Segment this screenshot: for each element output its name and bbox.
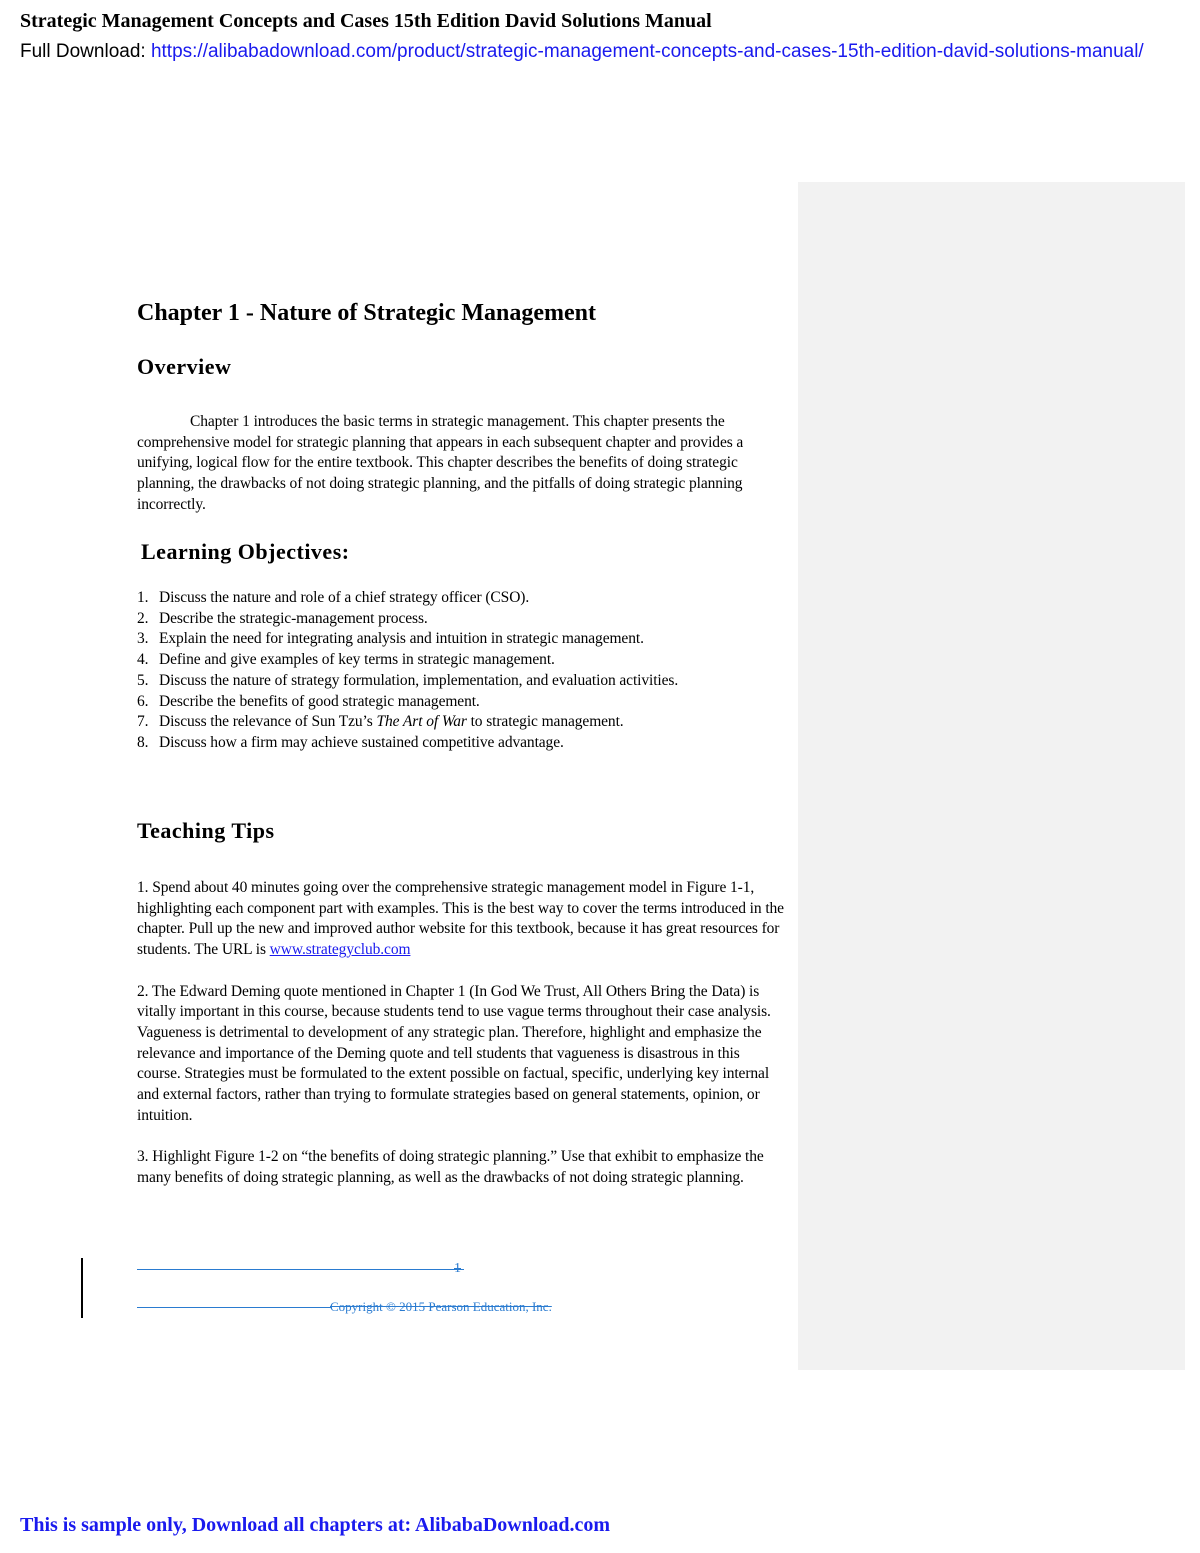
list-item-text: Describe the benefits of good strategic management. [159,692,480,710]
teaching-tip-2: 2. The Edward Deming quote mentioned in Chapter 1 (In God We Trust, All Others Bring the Data) is vitally important in this course, because students tend to use vague terms throughout their case analysis. Vagueness is detrimental to development of any strategic plan. Therefore, highlight and emphasize the relevance and importance of the Deming quote and tell students that vagueness is disastrous in this course. Strategies must be formulated to the extent possible on factual, specific, underlying key internal and external factors, rather than trying to formulate strategies based on general statements, opinion, or intuition. [137,982,771,1124]
book-title: The Art of War [376,713,467,731]
list-item [137,629,787,650]
overview-paragraph: Chapter 1 introduces the basic terms in strategic management. This chapter presents the comprehensive model for strategic planning that appears in each subsequent chapter and provides a unifying, logical flow for the entire textbook. This chapter describes the benefits of doing strategic planning, the drawbacks of not doing strategic planning, and the pitfalls of doing strategic planning incorrectly. [137,413,744,513]
list-item-number: 1. [137,589,149,606]
list-item [137,671,787,692]
list-item [137,650,787,671]
page-number: 1 [454,1261,461,1276]
list-item-number: 2. [137,609,149,627]
teaching-tips [137,878,787,1209]
list-item [137,609,787,630]
download-line [20,41,1200,63]
footer-rule-bottom [137,1307,332,1308]
download-label: Full Download: [20,41,151,62]
download-banner[interactable]: This is sample only, Download all chapters at: AlibabaDownload.com [20,1514,611,1536]
chapter-title: Chapter 1 - Nature of Strategic Management [137,300,597,326]
learning-objectives-list [137,588,787,754]
list-item-text [159,712,624,733]
list-item [137,733,787,754]
footer-rule-top [137,1269,464,1270]
list-item-text-after: to strategic management. [466,713,624,731]
teaching-tip-1 [137,878,787,961]
learning-objectives-heading: Learning Objectives: [141,539,350,564]
download-link[interactable]: https://alibabadownload.com/product/strategic-management-concepts-and-cases-15th-edition-david-solutions-manual/ [150,41,1144,62]
list-item-number: 3. [137,630,149,648]
list-item-text: Define and give examples of key terms in strategic management. [159,651,555,669]
list-item [137,712,787,733]
list-item [137,692,787,713]
revision-change-bar [81,1258,83,1318]
list-item-text: Discuss the nature and role of a chief strategy officer (CSO). [159,589,530,606]
teaching-tip-1-text: 1. Spend about 40 minutes going over the comprehensive strategic management model in Figure 1-1, highlighting each component part with examples. This is the best way to cover the terms introduced in the chapter. Pull up the new and improved author website for this textbook, because it has great resources for students. The URL is [137,879,784,959]
strategyclub-link[interactable]: www.strategyclub.com [269,941,411,959]
overview-heading: Overview [137,354,232,379]
document-title: Strategic Management Concepts and Cases 15th Edition David Solutions Manual [20,10,712,32]
list-item-text-before: Discuss the relevance of Sun Tzu’s [159,713,377,731]
list-item-number: 7. [137,713,149,731]
teaching-tips-heading: Teaching Tips [137,818,275,843]
list-item-number: 4. [137,651,149,669]
list-item-text: Discuss how a firm may achieve sustained competitive advantage. [159,733,564,751]
list-item-number: 5. [137,671,149,689]
list-item-text: Describe the strategic-management process. [159,609,428,627]
comment-pane [798,182,1185,1370]
list-item-text: Explain the need for integrating analysis and intuition in strategic management. [159,630,644,648]
list-item-number: 8. [137,733,149,751]
list-item-text: Discuss the nature of strategy formulation, implementation, and evaluation activities. [159,671,679,689]
list-item [137,588,787,609]
copyright-notice: Copyright © 2015 Pearson Education, Inc. [330,1299,552,1314]
teaching-tip-3: 3. Highlight Figure 1-2 on “the benefits of doing strategic planning.” Use that exhibit to emphasize the many benefits of doing strategic planning, as well as the drawbacks of not doing strategic planning. [137,1148,764,1186]
list-item-number: 6. [137,692,149,710]
